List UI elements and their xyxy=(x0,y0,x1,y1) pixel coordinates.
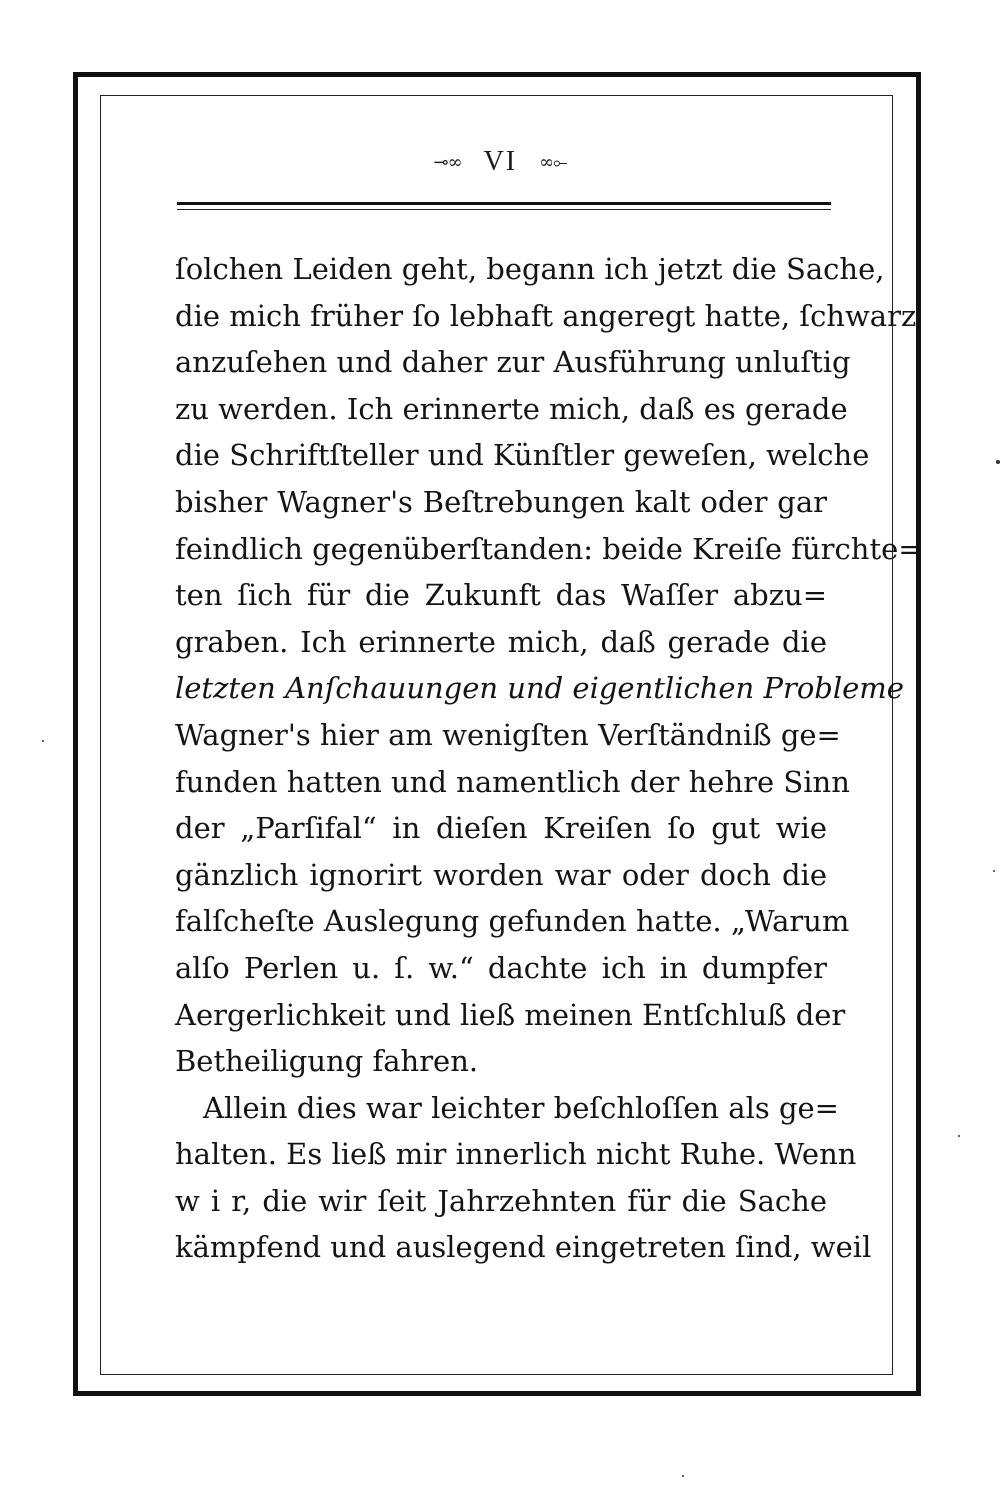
text-line: Allein dies war leichter beſchloſſen als ge= xyxy=(203,1090,839,1125)
text-line: funden hatten und namentlich der hehre Sinn xyxy=(175,764,850,799)
text-line: alſo Perlen u. ſ. w.“ dachte ich in dumpfer xyxy=(175,950,827,985)
text-line: halten. Es ließ mir innerlich nicht Ruhe. Wenn xyxy=(175,1137,857,1172)
text-line: zu werden. Ich erinnerte mich, daß es gerade xyxy=(175,391,848,426)
speck xyxy=(993,870,995,872)
speck xyxy=(996,460,1000,464)
speck xyxy=(42,740,44,742)
text-line: Wagner's hier am wenigſten Verſtändniß ge= xyxy=(175,717,841,752)
page-number: VI xyxy=(483,146,518,177)
speck xyxy=(958,1135,960,1137)
text-line: ſolchen Leiden geht, begann ich jetzt die Sache, xyxy=(175,252,885,286)
text-line: falſcheſte Auslegung gefunden hatte. „Warum xyxy=(175,904,850,939)
text-line: der „Parſifal“ in dieſen Kreiſen ſo gut wie xyxy=(175,811,827,846)
text-line: ten ſich für die Zukunft das Waſſer abzu= xyxy=(175,578,827,613)
text-line: kämpfend und auslegend eingetreten ſind, weil xyxy=(175,1230,872,1265)
text-line: anzuſehen und daher zur Ausführung unluſtig xyxy=(175,345,851,380)
speck xyxy=(682,1475,684,1477)
text-line: die Schriftſteller und Künſtler geweſen, welche xyxy=(175,438,870,473)
text-line: feindlich gegenüberſtanden: beide Kreiſe fürchte= xyxy=(175,531,923,566)
header-rule-thick xyxy=(177,202,831,205)
text-line: letzten Anſchauungen und eigentlichen Probleme xyxy=(175,671,904,706)
text-line: Aergerlichkeit und ließ meinen Entſchluß der xyxy=(175,997,846,1032)
left-ornament: ⊸∞ xyxy=(433,151,462,173)
text-line: die mich früher ſo lebhaft angeregt hatte, ſchwarz xyxy=(175,298,917,333)
text-line: gänzlich ignorirt worden war oder doch die xyxy=(175,857,827,892)
text-line: Betheiligung fahren. xyxy=(175,1044,479,1079)
text-line: w i r, die wir ſeit Jahrzehnten für die Sache xyxy=(175,1183,827,1218)
text-line: graben. Ich erinnerte mich, daß gerade die xyxy=(175,624,827,659)
right-ornament: ∞⟜ xyxy=(539,151,567,173)
header-rule-thin xyxy=(177,209,831,210)
body-text xyxy=(175,246,923,1271)
page-header xyxy=(0,142,1000,182)
text-line: bisher Wagner's Beſtrebungen kalt oder gar xyxy=(175,484,827,519)
